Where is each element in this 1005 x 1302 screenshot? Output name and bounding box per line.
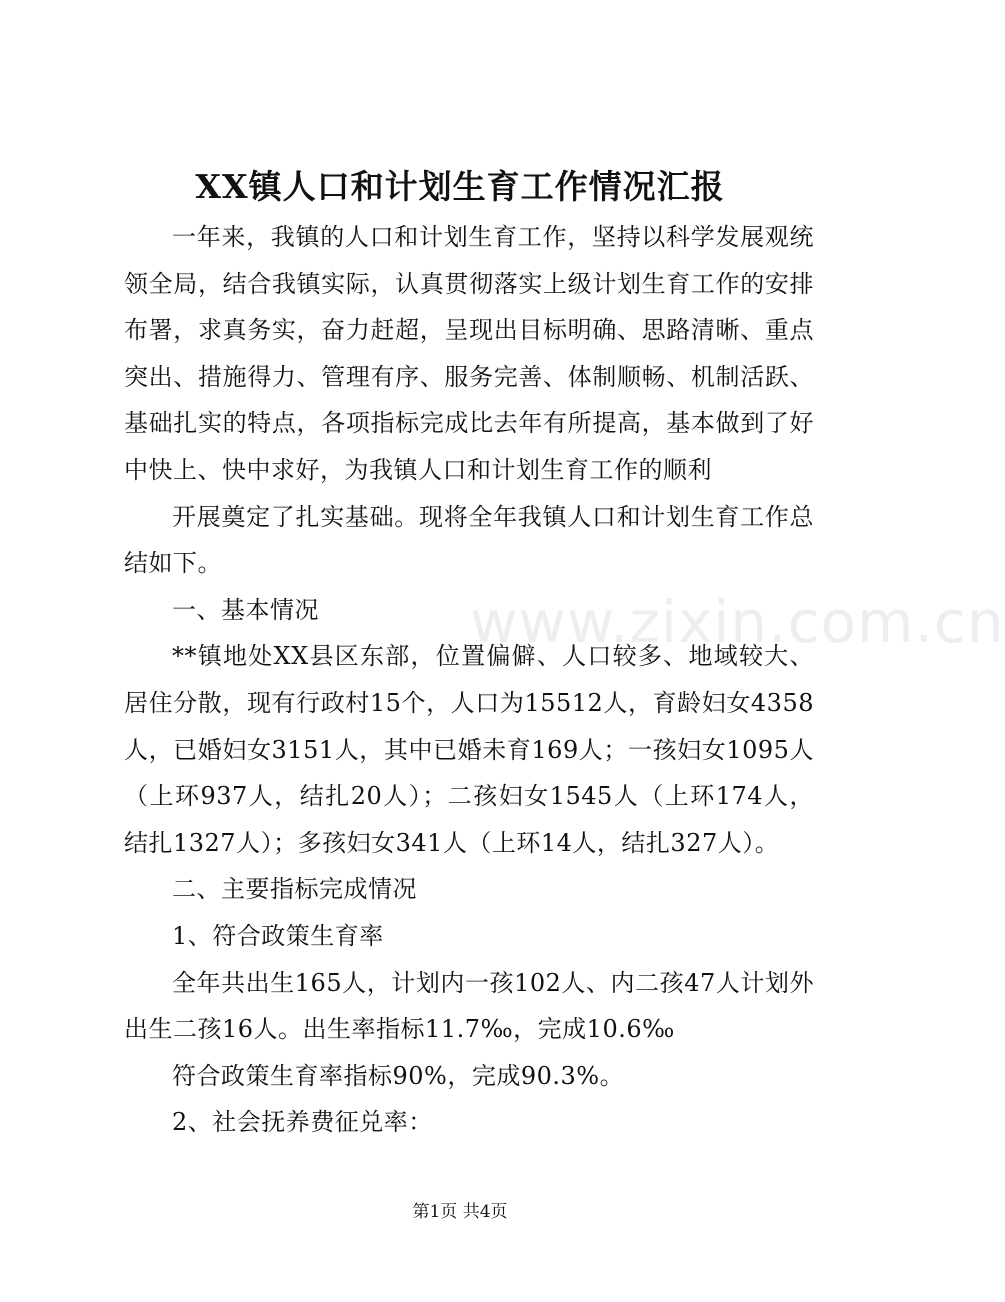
document-title: XX镇人口和计划生育工作情况汇报 bbox=[195, 167, 725, 206]
subheading-social-support-fee: 2、社会抚养费征兑率： bbox=[172, 1108, 433, 1137]
section-heading-main-indicators: 二、主要指标完成情况 bbox=[172, 875, 417, 904]
paragraph-policy-rate: 符合政策生育率指标90%，完成90.3%。 bbox=[172, 1061, 625, 1090]
watermark: www.zixin.com.cn bbox=[470, 588, 1005, 656]
document-body bbox=[124, 214, 814, 1146]
paragraph-intro: 一年来，我镇的人口和计划生育工作，坚持以科学发展观统领全局，结合我镇实际，认真贯彻落实上级计划生育工作的安排布署，求真务实，奋力赶超，呈现出目标明确、思路清晰、重点突出、措施得力、管理有序、服务完善、体制顺畅、机制活跃、基础扎实的特点，各项指标完成比去年有所提高，基本做到了好中快上、快中求好，为我镇人口和计划生育工作的顺利 bbox=[124, 223, 814, 484]
paragraph-intro-continued: 开展奠定了扎实基础。现将全年我镇人口和计划生育工作总结如下。 bbox=[124, 502, 814, 578]
section-heading-basic-situation: 一、基本情况 bbox=[172, 595, 319, 624]
page-footer: 第1页 共4页 bbox=[412, 1202, 508, 1222]
paragraph-births: 全年共出生165人，计划内一孩102人、内二孩47人计划外出生二孩16人。出生率指标11.7‰，完成10.6‰ bbox=[124, 968, 814, 1044]
paragraph-basic-situation: **镇地处XX县区东部，位置偏僻、人口较多、地域较大、居住分散，现有行政村15个，人口为15512人，育龄妇女4358人，已婚妇女3151人，其中已婚未育169人；一孩妇女1095人（上环937人，结扎20人）；二孩妇女1545人（上环174人，结扎1327人）；多孩妇女341人（上环14人，结扎327人）。 bbox=[124, 642, 814, 857]
subheading-policy-birth-rate: 1、符合政策生育率 bbox=[172, 921, 384, 950]
